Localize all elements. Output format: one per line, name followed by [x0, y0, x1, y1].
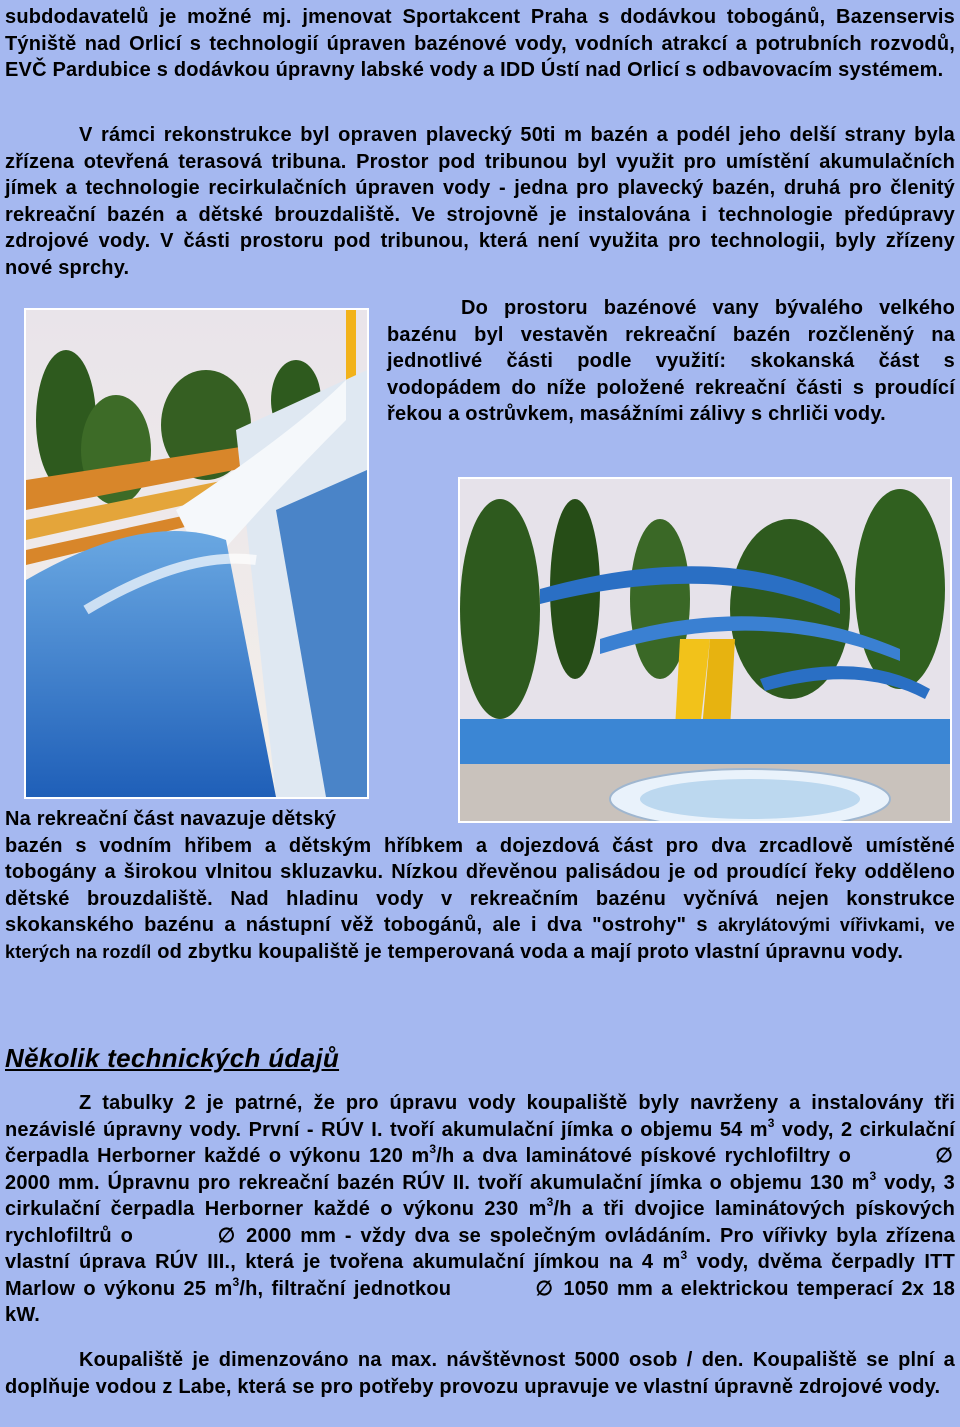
section-heading-technical: Několik technických údajů [5, 1043, 340, 1073]
photo-waterfall [24, 308, 369, 799]
diameter-icon: ∅ [217, 1224, 236, 1247]
tech-text-5: vody, 3 cirkulační čerpadla Herborner každé o výkonu 230 m [5, 1171, 955, 1220]
tech-text-2: vody, 2 cirkulační čerpadla Herborner každé o výkonu 120 m [5, 1118, 955, 1167]
tech-text-4: 2000 mm. Úpravnu pro rekreační bazén RÚV II. tvoří akumulační jímka o objemu 130 m [5, 1171, 870, 1194]
tech-text-9: /h, filtrační jednotkou [239, 1277, 452, 1300]
paragraph-children-pool [5, 806, 955, 965]
tech-text-10: 1050 mm a elektrickou temperací 2x 18 kW. [5, 1277, 956, 1326]
diameter-icon: ∅ [535, 1277, 554, 1300]
tech-text-1: Z tabulky 2 je patrné, že pro úpravu vody koupaliště byly navrženy a instalovány tři nezávislé úpravny vody. První - RÚV I. tvoří akumulační jímka o objemu 54 m [5, 1092, 955, 1141]
tech-text-3: /h a dva laminátové pískové rychlofiltry o [436, 1145, 852, 1167]
diameter-icon: ∅ [935, 1145, 953, 1167]
tech-text-7: 2000 mm - vždy dva se společným ovládáním. Pro vířivky byla zřízena vlastní úprava RÚV III., která je tvořena akumulační jímkou na 4 m [5, 1224, 955, 1273]
superscript-3: 3 [429, 1142, 437, 1156]
tech-text-8: vody, dvěma čerpadly ITT Marlow o výkonu 25 m [5, 1251, 955, 1300]
superscript-3: 3 [546, 1195, 554, 1209]
children-pool-text-small: akrylátovými vířivkami, ve kterých na rozdíl [5, 915, 955, 962]
paragraph-reconstruction: V rámci rekonstrukce byl opraven plavecký 50ti m bazén a podél jeho delší strany byla zřízena otevřená terasová tribuna. Prostor pod tribunou byl využit pro umístění akumulačních jímek a technologie recirkulačních úpraven vody - jedna pro plavecký bazén, druhá pro členitý rekreační bazén a dětské brouzdaliště. Ve strojovně je instalována i technologie předúpravy zdrojové vody. V části prostoru pod tribunou, která není využita pro technologii, byly zřízeny nové sprchy. [5, 124, 955, 279]
paragraph-technical-data [5, 1090, 955, 1329]
children-pool-text-b: od zbytku koupaliště je temperovaná voda a mají proto vlastní úpravnu vody. [157, 940, 904, 963]
children-pool-line1: Na rekreační část navazuje dětský [5, 808, 337, 830]
children-pool-text-a: bazén s vodním hřibem a dětským hříbkem a dojezdová část pro dva zrcadlově umístěné tobogány a širokou vlnitou skluzavku. Nízkou dřevěnou palisádou je od proudící řeky odděleno dětské brouzdaliště. Nad hladinu vody v rekreačním bazénu vyčnívá nejen konstrukce skokanského bazénu a nástupní věž tobogánů, ale i dva "ostrohy" s [5, 834, 955, 936]
paragraph-subcontractors: subdodavatelů je možné mj. jmenovat Sportakcent Praha s dodávkou tobogánů, Bazenservis Týniště nad Orlicí s technologií úpraven bazénové vody, vodních atrakcí a potrubních rozvodů, EVČ Pardubice s dodávkou úpravny labské vody a IDD Ústí nad Orlicí s odbavovacím systémem. [5, 6, 955, 81]
superscript-3: 3 [767, 1115, 775, 1130]
superscript-3: 3 [232, 1274, 240, 1289]
paragraph-capacity: Koupaliště je dimenzováno na max. návštěvnost 5000 osob / den. Koupaliště se plní a doplňuje vodou z Labe, která se pro potřeby provozu upravuje ve vlastní úpravně zdrojové vody. [5, 1349, 955, 1398]
photo-water-slides [458, 477, 952, 823]
tech-text-6: /h a tři dvojice laminátových pískových rychlofiltrů o [5, 1198, 955, 1247]
superscript-3: 3 [869, 1168, 877, 1183]
paragraph-recreation-pool: Do prostoru bazénové vany bývalého velkého bazénu byl vestavěn rekreační bazén rozčleněný na jednotlivé části podle využití: skokanská část s vodopádem do níže položené rekreační části s proudící řekou a ostrůvkem, masážními zálivy s chrliči vody. [387, 297, 955, 425]
superscript-3: 3 [680, 1248, 688, 1262]
